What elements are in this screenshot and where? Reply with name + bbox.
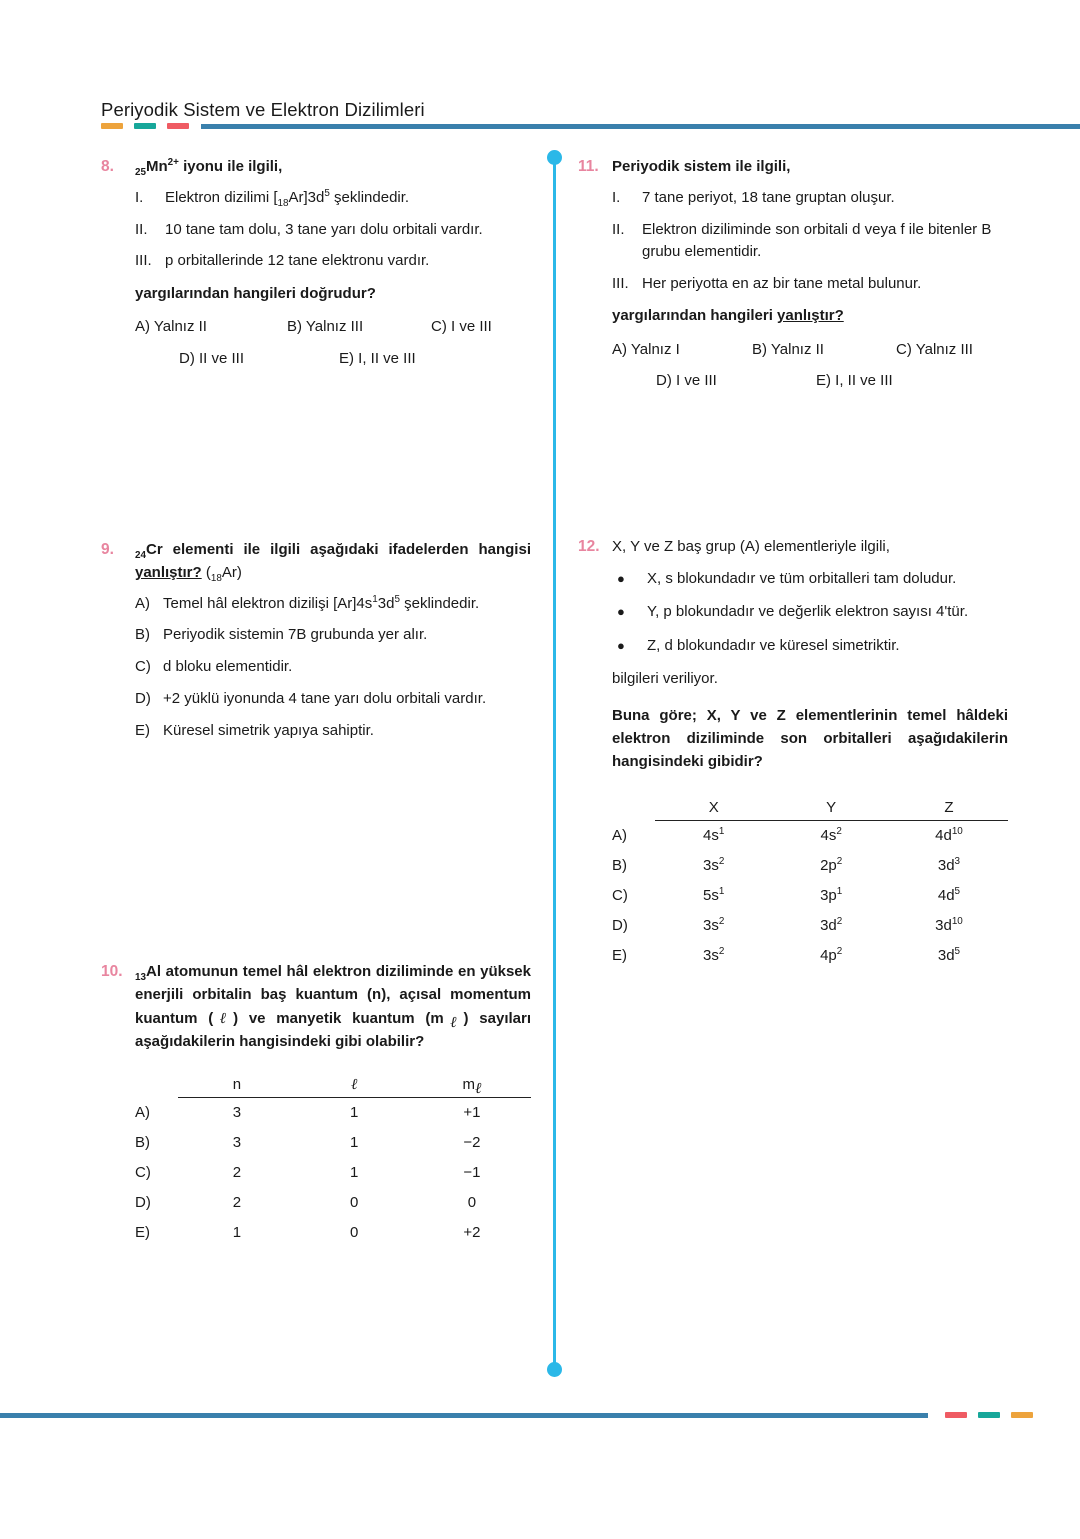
header-dash-orange bbox=[101, 123, 123, 129]
question-12-bullet-3 bbox=[612, 635, 1008, 658]
cell-x: $3s^2$ bbox=[703, 916, 725, 935]
statement-text-post: şeklindedir. bbox=[329, 189, 410, 207]
option-text-pre: Temel hâl elektron dizilişi [Ar]4s bbox=[163, 594, 373, 612]
question-12 bbox=[578, 535, 1008, 971]
question-11-statement-1 bbox=[612, 187, 1008, 210]
option-b[interactable]: B) Yalnız III bbox=[287, 318, 364, 336]
column-divider bbox=[553, 155, 556, 1370]
question-11-statement-3 bbox=[612, 273, 1008, 296]
cell-ml: −1 bbox=[463, 1164, 481, 1182]
bullet-icon: ● bbox=[617, 570, 625, 586]
question-12-bullets bbox=[612, 568, 1008, 658]
question-8-stem-post: iyonu ile ilgili, bbox=[178, 158, 283, 175]
cell-z: $3d^{10}$ bbox=[935, 916, 963, 935]
row-label-a: A) bbox=[612, 826, 627, 844]
cell-x: $5s^1$ bbox=[703, 886, 725, 905]
question-9-option-c[interactable] bbox=[135, 656, 531, 679]
question-11-prompt-pre: yargılarından hangileri bbox=[612, 307, 778, 325]
question-10 bbox=[101, 960, 531, 1248]
option-c[interactable]: C) I ve III bbox=[431, 318, 492, 336]
question-8-stem-sub: 25 bbox=[135, 167, 146, 178]
row-label-b: B) bbox=[135, 1134, 150, 1152]
statement-label: III. bbox=[135, 252, 152, 270]
question-10-number: 10. bbox=[101, 963, 123, 980]
statement-text-sup: 5 bbox=[324, 188, 330, 200]
question-9-option-a[interactable] bbox=[135, 593, 531, 616]
column-header-ml: $m_\ell$ bbox=[413, 1067, 531, 1097]
cell-x: $3s^2$ bbox=[703, 856, 725, 875]
question-9-stem bbox=[135, 538, 531, 585]
row-label-e: E) bbox=[612, 947, 627, 965]
question-12-stem: X, Y ve Z baş grup (A) elementleriyle ilgili, bbox=[612, 538, 890, 555]
option-text: +2 yüklü iyonunda 4 tane yarı dolu orbitali vardır. bbox=[163, 689, 487, 707]
bullet-text: Z, d blokundadır ve küresel simetriktir. bbox=[647, 637, 900, 655]
bullet-text: X, s blokundadır ve tüm orbitalleri tam doludur. bbox=[647, 569, 957, 587]
option-e[interactable]: E) I, II ve III bbox=[339, 349, 416, 367]
statement-text-mid: Ar]3d bbox=[288, 189, 325, 207]
table-row[interactable] bbox=[612, 821, 1008, 852]
question-9-number: 9. bbox=[101, 541, 114, 558]
cell-x: $4s^1$ bbox=[703, 826, 725, 845]
cell-y: $4s^2$ bbox=[820, 826, 842, 845]
cell-ml: +1 bbox=[463, 1104, 481, 1122]
question-8 bbox=[101, 155, 531, 370]
question-11-options-row-1 bbox=[612, 339, 1008, 362]
question-10-ell-2: ℓ bbox=[443, 1013, 464, 1031]
question-10-answer-table bbox=[135, 1067, 531, 1248]
cell-n: 2 bbox=[232, 1194, 242, 1212]
statement-text-sub: 18 bbox=[277, 198, 289, 210]
question-8-stem-element: Mn bbox=[145, 158, 168, 175]
cell-y: $3p^1$ bbox=[820, 886, 843, 905]
footer-dash-orange bbox=[1011, 1412, 1033, 1418]
footer-rule bbox=[0, 1412, 1080, 1419]
option-text bbox=[163, 593, 531, 616]
option-text: Küresel simetrik yapıya sahiptir. bbox=[163, 721, 374, 739]
cell-n: 2 bbox=[232, 1164, 242, 1182]
question-9-option-e[interactable] bbox=[135, 720, 531, 743]
option-c[interactable]: C) Yalnız III bbox=[896, 340, 973, 358]
cell-y: $2p^2$ bbox=[820, 856, 843, 875]
statement-label: I. bbox=[612, 189, 621, 207]
option-label: D) bbox=[135, 689, 151, 707]
question-8-statement-3 bbox=[135, 250, 531, 273]
cell-n: 1 bbox=[232, 1224, 242, 1242]
row-label-d: D) bbox=[135, 1194, 151, 1212]
statement-text: Elektron diziliminde son orbitali d veya f ile bitenler B grubu elementidir. bbox=[642, 220, 992, 261]
question-10-stem bbox=[135, 960, 531, 1053]
table-header-row bbox=[135, 1067, 531, 1097]
header-blue-line bbox=[201, 124, 1080, 129]
column-header-n: n bbox=[178, 1067, 295, 1097]
question-11-prompt bbox=[612, 304, 1008, 328]
option-b[interactable]: B) Yalnız II bbox=[752, 340, 824, 358]
question-8-options-row-2 bbox=[135, 348, 531, 371]
option-d[interactable]: D) I ve III bbox=[656, 372, 717, 390]
question-9-option-b[interactable] bbox=[135, 624, 531, 647]
question-9-option-d[interactable] bbox=[135, 688, 531, 711]
cell-x: $3s^2$ bbox=[703, 946, 725, 965]
question-10-stem-a: Al atomunun temel hâl elektron diziliminde en yüksek enerjili orbitalin baş kuantum (n), açısal momentum kuantum ( bbox=[135, 963, 531, 1027]
column-header-x: X bbox=[655, 791, 772, 821]
cell-z: $3d^3$ bbox=[937, 856, 961, 875]
footer-blue-line bbox=[0, 1413, 928, 1418]
column-header-z: Z bbox=[890, 791, 1008, 821]
question-8-stem-sup: 2+ bbox=[167, 157, 179, 168]
question-12-number: 12. bbox=[578, 538, 600, 555]
row-label-c: C) bbox=[135, 1164, 151, 1182]
table-row[interactable] bbox=[135, 1128, 531, 1158]
statement-text: 10 tane tam dolu, 3 tane yarı dolu orbitali vardır. bbox=[165, 220, 483, 238]
question-11-stem: Periyodik sistem ile ilgili, bbox=[612, 158, 791, 175]
header-dash-teal bbox=[134, 123, 156, 129]
cell-z: $4d^{10}$ bbox=[935, 826, 963, 845]
question-12-bullet-1 bbox=[612, 568, 1008, 591]
cell-n: 3 bbox=[232, 1134, 242, 1152]
question-9-paren-open: ( bbox=[201, 564, 211, 582]
row-label-c: C) bbox=[612, 887, 628, 905]
column-divider-dot-top bbox=[547, 150, 562, 165]
question-9-paren-close: Ar) bbox=[221, 564, 242, 582]
question-11-statements bbox=[612, 187, 1008, 295]
table-row[interactable] bbox=[135, 1097, 531, 1128]
statement-label: III. bbox=[612, 274, 629, 292]
option-e[interactable]: E) I, II ve III bbox=[816, 372, 893, 390]
question-9-stem-sub: 24 bbox=[135, 550, 146, 561]
question-10-stem-c: ) sayıları aşağıdakilerin hangisindeki gibi olabilir? bbox=[135, 1009, 532, 1051]
header-rule bbox=[0, 123, 1080, 130]
option-label: C) bbox=[135, 658, 151, 676]
question-8-statement-2 bbox=[135, 219, 531, 242]
cell-y: $3d^2$ bbox=[820, 916, 843, 935]
question-8-prompt: yargılarından hangileri doğrudur? bbox=[135, 284, 376, 302]
statement-label: II. bbox=[612, 220, 625, 238]
question-8-statements bbox=[135, 187, 531, 273]
bullet-text: Y, p blokundadır ve değerlik elektron sayısı 4'tür. bbox=[647, 603, 969, 621]
cell-z: $4d^5$ bbox=[937, 886, 961, 905]
question-12-prompt: Buna göre; X, Y ve Z elementlerinin temel hâldeki elektron diziliminde son orbitalleri aşağıdakilerin hangisindeki gibidir? bbox=[612, 706, 1008, 771]
statement-text-pre: Elektron dizilimi [ bbox=[165, 189, 278, 207]
row-label-a: A) bbox=[135, 1103, 150, 1121]
statement-label: II. bbox=[135, 220, 148, 238]
row-label-e: E) bbox=[135, 1224, 150, 1242]
question-11-prompt-underlined: yanlıştır? bbox=[777, 307, 844, 325]
question-9-stem-main: Cr elementi ile ilgili aşağıdaki ifadelerden hangisi bbox=[145, 541, 531, 558]
cell-l: 1 bbox=[349, 1164, 359, 1182]
question-9-paren-sub: 18 bbox=[210, 573, 222, 585]
option-text-sup1: 1 bbox=[372, 593, 378, 605]
question-10-stem-b: ) ve manyetik kuantum (m bbox=[233, 1009, 444, 1027]
option-a[interactable]: A) Yalnız II bbox=[135, 318, 207, 336]
question-11 bbox=[578, 155, 1008, 393]
question-8-number: 8. bbox=[101, 158, 114, 175]
option-label: E) bbox=[135, 721, 150, 739]
cell-l: 0 bbox=[349, 1194, 359, 1212]
statement-label: I. bbox=[135, 189, 144, 207]
bullet-icon: ● bbox=[617, 638, 625, 654]
table-row[interactable] bbox=[612, 851, 1008, 881]
question-8-statement-1 bbox=[135, 187, 531, 210]
column-header-l: ℓ bbox=[296, 1067, 413, 1097]
statement-text bbox=[165, 187, 531, 210]
question-11-number: 11. bbox=[578, 158, 599, 175]
question-12-given-label: bilgileri veriliyor. bbox=[612, 670, 718, 688]
option-text: Periyodik sistemin 7B grubunda yer alır. bbox=[163, 626, 428, 644]
option-text: d bloku elementidir. bbox=[163, 658, 293, 676]
question-12-answer-table bbox=[612, 791, 1008, 972]
footer-dash-red bbox=[945, 1412, 967, 1418]
option-text-mid: 3d bbox=[377, 594, 395, 612]
option-label: A) bbox=[135, 594, 150, 612]
page-title: Periyodik Sistem ve Elektron Dizilimleri bbox=[101, 99, 425, 120]
question-10-stem-sub: 13 bbox=[135, 972, 146, 983]
option-text-post: şeklindedir. bbox=[399, 594, 480, 612]
statement-text: p orbitallerinde 12 tane elektronu vardır. bbox=[165, 252, 430, 270]
cell-n: 3 bbox=[232, 1104, 242, 1122]
question-8-options-row-1 bbox=[135, 316, 531, 339]
question-9 bbox=[101, 538, 531, 751]
table-row[interactable] bbox=[135, 1158, 531, 1188]
cell-ml: +2 bbox=[463, 1224, 481, 1242]
question-11-statement-2 bbox=[612, 219, 1008, 264]
option-d[interactable]: D) II ve III bbox=[179, 349, 245, 367]
statement-text: 7 tane periyot, 18 tane gruptan oluşur. bbox=[642, 189, 895, 207]
cell-y: $4p^2$ bbox=[820, 946, 843, 965]
statement-text: Her periyotta en az bir tane metal bulunur. bbox=[642, 274, 922, 292]
table-row[interactable] bbox=[135, 1218, 531, 1248]
column-divider-dot-bottom bbox=[547, 1362, 562, 1377]
cell-l: 0 bbox=[349, 1224, 359, 1242]
question-9-options bbox=[135, 593, 531, 743]
question-11-options-row-2 bbox=[612, 370, 1008, 393]
question-12-bullet-2 bbox=[612, 601, 1008, 624]
question-9-stem-underlined: yanlıştır? bbox=[135, 564, 202, 582]
cell-ml: −2 bbox=[463, 1134, 481, 1152]
table-row[interactable] bbox=[612, 941, 1008, 971]
cell-z: $3d^5$ bbox=[937, 946, 961, 965]
bullet-icon: ● bbox=[617, 604, 625, 620]
cell-ml: 0 bbox=[467, 1194, 477, 1212]
header-dash-red bbox=[167, 123, 189, 129]
column-header-y: Y bbox=[772, 791, 890, 821]
question-10-ell-1: ℓ bbox=[213, 1009, 234, 1027]
table-row[interactable] bbox=[612, 881, 1008, 911]
cell-l: 1 bbox=[349, 1104, 359, 1122]
cell-l: 1 bbox=[349, 1134, 359, 1152]
question-8-stem bbox=[135, 155, 531, 178]
footer-dash-teal bbox=[978, 1412, 1000, 1418]
option-a[interactable]: A) Yalnız I bbox=[612, 340, 680, 358]
row-label-b: B) bbox=[612, 857, 627, 875]
table-header-row bbox=[612, 791, 1008, 821]
option-label: B) bbox=[135, 626, 150, 644]
row-label-d: D) bbox=[612, 917, 628, 935]
table-row[interactable] bbox=[612, 911, 1008, 941]
table-row[interactable] bbox=[135, 1188, 531, 1218]
option-text-sup2: 5 bbox=[394, 593, 400, 605]
